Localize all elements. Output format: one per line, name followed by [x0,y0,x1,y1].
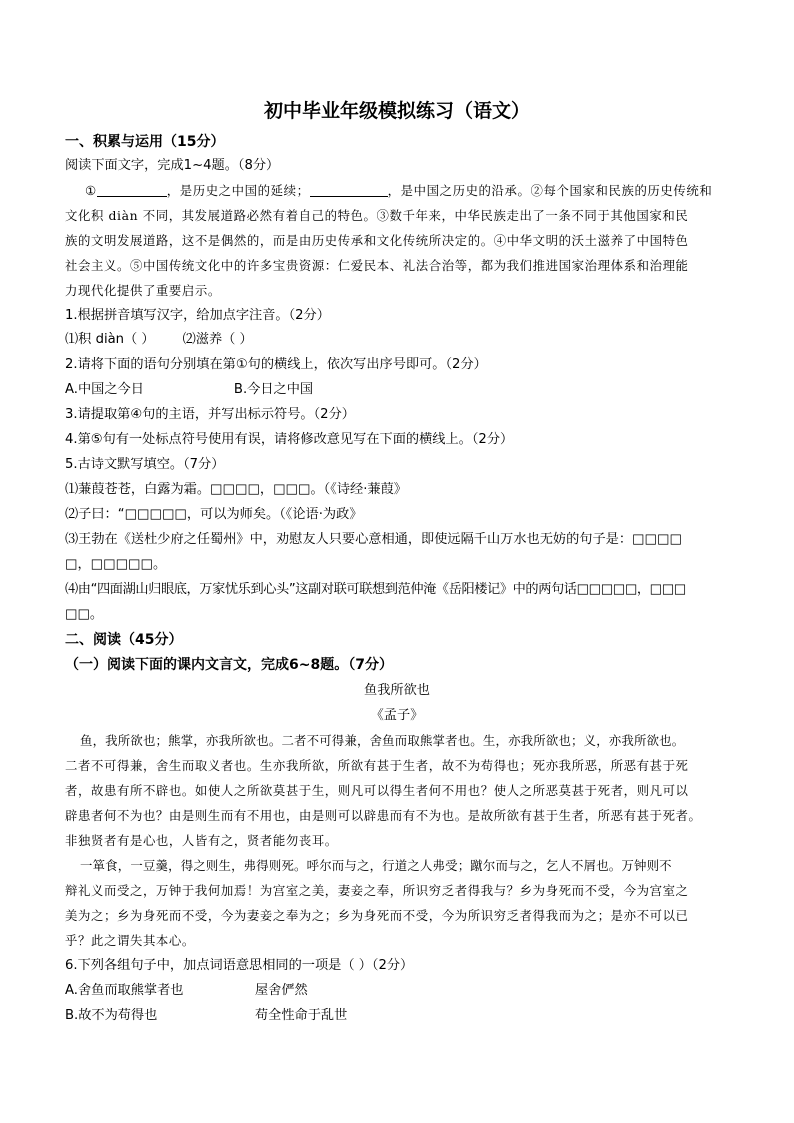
question-6: 6.下列各组句子中，加点词语意思相同的一项是（ ）（2分） [65,958,414,973]
question-5: 5.古诗文默写填空。（7分） [65,457,225,472]
option-b-right: 苟全性命于乱世 [255,1008,348,1023]
passage-line-3: 族的文明发展道路，这不是偶然的，而是由历史传承和文化传统所决定的。④中华文明的沃土滋养了中国特色 [65,233,689,248]
text-paragraph-1-line: 者，故患有所不辟也。如使人之所欲莫甚于生，则凡可以得生者何不用也？使人之所恶莫甚于死者，则凡可以 [65,783,689,798]
passage-line-2: 文化积 diàn 不同，其发展道路必然有着自己的特色。③数千年来，中华民族走出了一条不同于其他国家和民 [65,208,689,223]
text-paragraph-2-line: 一箪食，一豆羹，得之则生，弗得则死。呼尔而与之，行道之人弗受；蹴尔而与之，乞人不屑也。万钟则不 [80,858,672,873]
text-paragraph-2-line: 乎？此之谓失其本心。 [65,933,195,948]
option-a: A.中国之今日 [65,382,144,397]
question-5-item-1: ⑴蒹葭苍苍，白露为霜。□□□□，□□□。（《诗经·蒹葭》 [65,482,407,497]
question-6-option-b [65,1007,735,1025]
question-5-item-3-cont: □，□□□□□。 [65,557,167,572]
text-paragraph-1-line: 辟患者何不为也？由是则生而有不用也，由是则可以辟患而有不为也。是故所欲有甚于生者，所恶有甚于死者。 [65,808,702,823]
question-5-item-3: ⑶王勃在《送杜少府之任蜀州》中，劝慰友人只要心意相通，即使远隔千山万水也无妨的句子是：□□□□ [65,532,682,547]
question-5-item-4-cont: □□。 [65,607,104,622]
question-1-item-a: ⑴积 diàn（ ） [65,332,155,347]
subsection-heading: （一）阅读下面的课内文言文，完成6~8题。（7分） [65,657,393,673]
text-paragraph-1-line: 非独贤者有是心也，人皆有之，贤者能勿丧耳。 [65,833,338,848]
reading-instruction: 阅读下面文字，完成1~4题。（8分） [65,158,280,173]
text-paragraph-2-line: 辩礼义而受之，万钟于我何加焉！为宫室之美，妻妾之奉，所识穷乏者得我与？乡为身死而不受，今为宫室之 [65,883,689,898]
page-title: 初中毕业年级模拟练习（语文） [263,100,530,122]
option-b-left: B.故不为苟得也 [65,1008,158,1023]
text-paragraph-1-line: 鱼，我所欲也；熊掌，亦我所欲也。二者不可得兼，舍鱼而取熊掌者也。生，亦我所欲也；义，亦我所欲也。 [80,733,685,748]
question-2-options [65,381,735,399]
option-a-left: A.舍鱼而取熊掌者也 [65,983,184,998]
question-1: 1.根据拼音填写汉字，给加点字注音。（2分） [65,308,330,323]
passage-line-1 [85,182,735,200]
fill-blank-2[interactable] [310,182,388,197]
passage-text: ，是历史之中国的延续； [166,183,310,198]
section-heading-2: 二、阅读（45分） [65,632,183,648]
question-3: 3.请提取第④句的主语，并写出标示符号。（2分） [65,407,355,422]
passage-text: ，是中国之历史的沿承。②每个国家和民族的历史传统和 [387,183,713,198]
option-b: B.今日之中国 [233,382,314,397]
classical-text-title: 鱼我所欲也 [364,683,430,698]
passage-line-4: 社会主义。⑤中国传统文化中的许多宝贵资源：仁爱民本、礼法合治等，都为我们推进国家治理体系和治理能 [65,258,689,273]
text-paragraph-2-line: 美为之；乡为身死而不受，今为妻妾之奉为之；乡为身死而不受，今为所识穷乏者得我而为之；是亦不可以已 [65,908,689,923]
classical-text-author: 《孟子》 [370,708,424,723]
question-1-item-b: ⑵滋养（ ） [182,332,253,347]
question-2: 2.请将下面的语句分别填在第①句的横线上，依次写出序号即可。（2分） [65,357,487,372]
question-4: 4.第⑤句有一处标点符号使用有误，请将修改意见写在下面的横线上。（2分） [65,432,514,447]
section-heading-1: 一、积累与运用（15分） [65,134,225,150]
question-6-option-a [65,982,735,1000]
question-5-item-4: ⑷由“四面湖山归眼底，万家忧乐到心头”这副对联可联想到范仲淹《岳阳楼记》中的两句话□□□□□，□□□ [65,582,686,597]
option-a-right: 屋舍俨然 [255,983,308,998]
passage-line-5: 力现代化提供了重要启示。 [65,283,221,298]
fill-blank-1[interactable] [97,182,167,197]
question-5-item-2: ⑵子曰：“□□□□□，可以为师矣。（《论语·为政》 [65,507,363,522]
question-1-items [65,331,735,349]
passage-circled-number: ① [85,183,97,198]
text-paragraph-1-line: 二者不可得兼，舍生而取义者也。生亦我所欲，所欲有甚于生者，故不为苟得也；死亦我所恶，所恶有甚于死 [65,758,689,773]
